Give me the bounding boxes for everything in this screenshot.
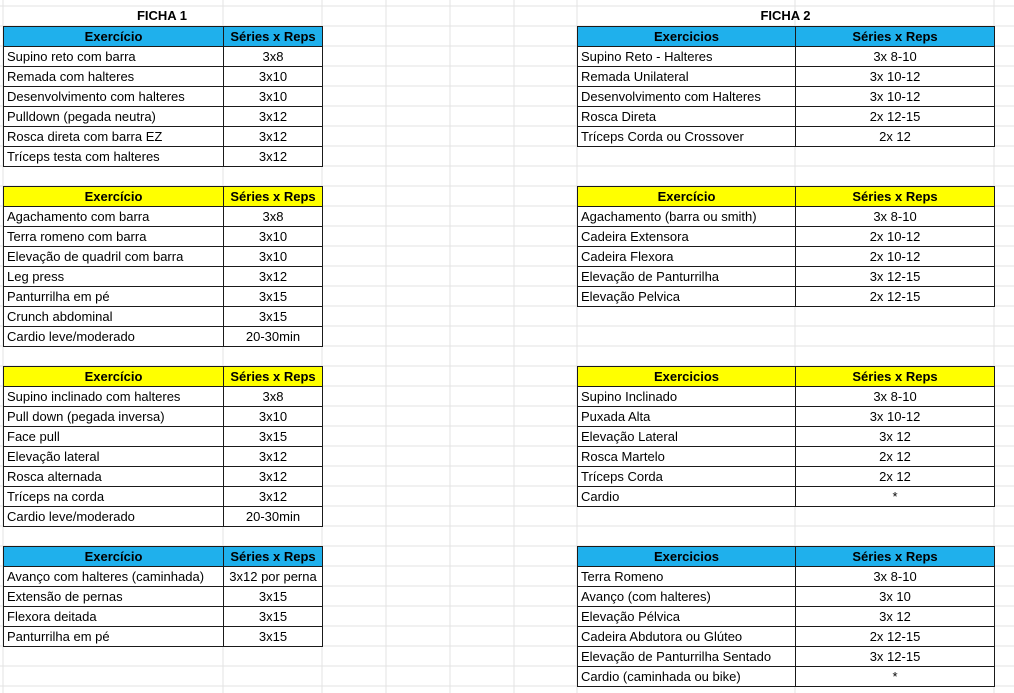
sets-reps-cell[interactable]: 3x 12 xyxy=(796,427,995,447)
sets-reps-cell[interactable]: 3x 10 xyxy=(796,587,995,607)
exercise-cell[interactable]: Tríceps testa com halteres xyxy=(4,147,224,167)
table-row xyxy=(4,587,323,607)
sets-reps-cell[interactable]: 20-30min xyxy=(224,327,323,347)
sets-reps-cell[interactable]: 2x 12 xyxy=(796,127,995,147)
exercise-cell[interactable]: Terra romeno com barra xyxy=(4,227,224,247)
sets-reps-cell[interactable]: 3x12 xyxy=(224,447,323,467)
sets-reps-cell[interactable]: 3x12 xyxy=(224,467,323,487)
ficha-2-table-2 xyxy=(577,186,995,307)
sets-reps-cell[interactable]: 2x 12 xyxy=(796,467,995,487)
table-row xyxy=(578,427,995,447)
sets-reps-cell[interactable]: 3x15 xyxy=(224,587,323,607)
exercise-cell[interactable]: Leg press xyxy=(4,267,224,287)
table-row xyxy=(4,467,323,487)
exercise-cell[interactable]: Cadeira Abdutora ou Glúteo xyxy=(578,627,796,647)
header-sets-reps[interactable]: Séries x Reps xyxy=(224,27,323,47)
table-row xyxy=(4,147,323,167)
exercise-cell[interactable]: Supino inclinado com halteres xyxy=(4,387,224,407)
header-exercise[interactable]: Exercício xyxy=(4,367,224,387)
table-row xyxy=(4,207,323,227)
table-header-row xyxy=(4,187,323,207)
table-row xyxy=(578,387,995,407)
sets-reps-cell[interactable]: 3x12 xyxy=(224,267,323,287)
table-header-row xyxy=(578,27,995,47)
exercise-cell[interactable]: Cadeira Extensora xyxy=(578,227,796,247)
table-header-row xyxy=(578,367,995,387)
exercise-cell[interactable]: Supino Reto - Halteres xyxy=(578,47,796,67)
sets-reps-cell[interactable]: * xyxy=(796,667,995,687)
table-row xyxy=(578,407,995,427)
table-row xyxy=(578,267,995,287)
exercise-cell[interactable]: Elevação de Panturrilha xyxy=(578,267,796,287)
table-row xyxy=(4,627,323,647)
table-row xyxy=(578,647,995,667)
table-row xyxy=(4,127,323,147)
sets-reps-cell[interactable]: 3x10 xyxy=(224,67,323,87)
table-row xyxy=(578,487,995,507)
exercise-cell[interactable]: Avanço (com halteres) xyxy=(578,587,796,607)
table-row xyxy=(4,47,323,67)
sets-reps-cell[interactable]: 3x12 xyxy=(224,107,323,127)
sets-reps-cell[interactable]: 3x 8-10 xyxy=(796,47,995,67)
exercise-cell[interactable]: Avanço com halteres (caminhada) xyxy=(4,567,224,587)
sets-reps-cell[interactable]: 3x15 xyxy=(224,427,323,447)
exercise-cell[interactable]: Rosca direta com barra EZ xyxy=(4,127,224,147)
table-row xyxy=(4,567,323,587)
table-row xyxy=(4,407,323,427)
header-sets-reps[interactable]: Séries x Reps xyxy=(796,547,995,567)
exercise-cell[interactable]: Supino reto com barra xyxy=(4,47,224,67)
exercise-cell[interactable]: Rosca alternada xyxy=(4,467,224,487)
exercise-cell[interactable]: Flexora deitada xyxy=(4,607,224,627)
exercise-cell[interactable]: Pulldown (pegada neutra) xyxy=(4,107,224,127)
sets-reps-cell[interactable]: 3x12 por perna xyxy=(224,567,323,587)
sets-reps-cell[interactable]: 3x15 xyxy=(224,307,323,327)
header-exercise[interactable]: Exercicios xyxy=(578,27,796,47)
exercise-cell[interactable]: Face pull xyxy=(4,427,224,447)
sets-reps-cell[interactable]: 3x8 xyxy=(224,47,323,67)
exercise-cell[interactable]: Remada Unilateral xyxy=(578,67,796,87)
sets-reps-cell[interactable]: 3x8 xyxy=(224,387,323,407)
sets-reps-cell[interactable]: 3x 12-15 xyxy=(796,647,995,667)
exercise-cell[interactable]: Tríceps Corda ou Crossover xyxy=(578,127,796,147)
sets-reps-cell[interactable]: 3x15 xyxy=(224,627,323,647)
exercise-cell[interactable]: Elevação Lateral xyxy=(578,427,796,447)
table-row xyxy=(578,587,995,607)
table-row xyxy=(4,67,323,87)
sets-reps-cell[interactable]: 3x10 xyxy=(224,247,323,267)
table-row xyxy=(578,447,995,467)
table-row xyxy=(4,287,323,307)
sets-reps-cell[interactable]: 3x10 xyxy=(224,407,323,427)
exercise-cell[interactable]: Rosca Direta xyxy=(578,107,796,127)
exercise-cell[interactable]: Puxada Alta xyxy=(578,407,796,427)
table-row xyxy=(4,487,323,507)
ficha-2-title: FICHA 2 xyxy=(760,8,811,23)
table-row xyxy=(578,467,995,487)
table-row xyxy=(4,447,323,467)
table-header-row xyxy=(4,27,323,47)
exercise-cell[interactable]: Elevação Pélvica xyxy=(578,607,796,627)
table-header-row xyxy=(578,187,995,207)
sets-reps-cell[interactable]: 3x12 xyxy=(224,487,323,507)
sets-reps-cell[interactable]: 3x 10-12 xyxy=(796,67,995,87)
sets-reps-cell[interactable]: 3x8 xyxy=(224,207,323,227)
exercise-cell[interactable]: Tríceps na corda xyxy=(4,487,224,507)
ficha-2-table-4 xyxy=(577,546,995,687)
header-exercise[interactable]: Exercício xyxy=(578,187,796,207)
table-row xyxy=(578,607,995,627)
table-row xyxy=(578,107,995,127)
header-sets-reps[interactable]: Séries x Reps xyxy=(796,27,995,47)
sets-reps-cell[interactable]: 3x 12 xyxy=(796,607,995,627)
ficha-1-table-4 xyxy=(3,546,323,647)
table-row xyxy=(4,267,323,287)
ficha-1-table-1 xyxy=(3,26,323,167)
exercise-cell[interactable]: Cardio leve/moderado xyxy=(4,327,224,347)
table-row xyxy=(578,87,995,107)
header-exercise[interactable]: Exercício xyxy=(4,547,224,567)
exercise-cell[interactable]: Elevação de Panturrilha Sentado xyxy=(578,647,796,667)
sets-reps-cell[interactable]: 2x 12 xyxy=(796,447,995,467)
header-sets-reps[interactable]: Séries x Reps xyxy=(224,547,323,567)
sets-reps-cell[interactable]: 2x 10-12 xyxy=(796,247,995,267)
sets-reps-cell[interactable]: 3x 10-12 xyxy=(796,407,995,427)
table-row xyxy=(578,567,995,587)
sets-reps-cell[interactable]: 3x15 xyxy=(224,607,323,627)
header-exercise[interactable]: Exercicios xyxy=(578,367,796,387)
ficha-1-title: FICHA 1 xyxy=(136,8,188,23)
header-sets-reps[interactable]: Séries x Reps xyxy=(224,187,323,207)
table-header-row xyxy=(4,367,323,387)
exercise-cell[interactable]: Pull down (pegada inversa) xyxy=(4,407,224,427)
header-exercise[interactable]: Exercicios xyxy=(578,547,796,567)
table-row xyxy=(578,627,995,647)
exercise-cell[interactable]: Panturrilha em pé xyxy=(4,627,224,647)
sets-reps-cell[interactable]: 3x10 xyxy=(224,87,323,107)
header-exercise[interactable]: Exercício xyxy=(4,187,224,207)
ficha-2-table-3 xyxy=(577,366,995,507)
sets-reps-cell[interactable]: 3x10 xyxy=(224,227,323,247)
sets-reps-cell[interactable]: 3x12 xyxy=(224,127,323,147)
table-row xyxy=(578,127,995,147)
table-row xyxy=(578,667,995,687)
exercise-cell[interactable]: Desenvolvimento com Halteres xyxy=(578,87,796,107)
table-row xyxy=(4,427,323,447)
sets-reps-cell[interactable]: 2x 12-15 xyxy=(796,287,995,307)
exercise-cell[interactable]: Tríceps Corda xyxy=(578,467,796,487)
exercise-cell[interactable]: Cardio xyxy=(578,487,796,507)
sets-reps-cell[interactable]: 3x 8-10 xyxy=(796,207,995,227)
exercise-cell[interactable]: Terra Romeno xyxy=(578,567,796,587)
ficha-2-table-1 xyxy=(577,26,995,147)
sets-reps-cell[interactable]: 3x12 xyxy=(224,147,323,167)
header-sets-reps[interactable]: Séries x Reps xyxy=(224,367,323,387)
table-row xyxy=(4,247,323,267)
table-row xyxy=(578,247,995,267)
exercise-cell[interactable]: Cardio (caminhada ou bike) xyxy=(578,667,796,687)
sets-reps-cell[interactable]: 2x 12-15 xyxy=(796,627,995,647)
table-row xyxy=(4,227,323,247)
table-row xyxy=(4,327,323,347)
sets-reps-cell[interactable]: 3x 12-15 xyxy=(796,267,995,287)
exercise-cell[interactable]: Elevação lateral xyxy=(4,447,224,467)
exercise-cell[interactable]: Remada com halteres xyxy=(4,67,224,87)
exercise-cell[interactable]: Cadeira Flexora xyxy=(578,247,796,267)
exercise-cell[interactable]: Agachamento (barra ou smith) xyxy=(578,207,796,227)
exercise-cell[interactable]: Supino Inclinado xyxy=(578,387,796,407)
exercise-cell[interactable]: Cardio leve/moderado xyxy=(4,507,224,527)
sets-reps-cell[interactable]: 20-30min xyxy=(224,507,323,527)
exercise-cell[interactable]: Elevação Pelvica xyxy=(578,287,796,307)
exercise-cell[interactable]: Agachamento com barra xyxy=(4,207,224,227)
header-sets-reps[interactable]: Séries x Reps xyxy=(796,187,995,207)
table-row xyxy=(4,87,323,107)
table-row xyxy=(578,207,995,227)
table-row xyxy=(578,287,995,307)
sets-reps-cell[interactable]: 3x15 xyxy=(224,287,323,307)
exercise-cell[interactable]: Extensão de pernas xyxy=(4,587,224,607)
sets-reps-cell[interactable]: 2x 10-12 xyxy=(796,227,995,247)
exercise-cell[interactable]: Crunch abdominal xyxy=(4,307,224,327)
sets-reps-cell[interactable]: 2x 12-15 xyxy=(796,107,995,127)
table-header-row xyxy=(4,547,323,567)
table-row xyxy=(4,607,323,627)
exercise-cell[interactable]: Rosca Martelo xyxy=(578,447,796,467)
table-row xyxy=(4,307,323,327)
header-sets-reps[interactable]: Séries x Reps xyxy=(796,367,995,387)
sets-reps-cell[interactable]: 3x 8-10 xyxy=(796,387,995,407)
exercise-cell[interactable]: Elevação de quadril com barra xyxy=(4,247,224,267)
ficha-1-table-3 xyxy=(3,366,323,527)
table-header-row xyxy=(578,547,995,567)
exercise-cell[interactable]: Desenvolvimento com halteres xyxy=(4,87,224,107)
exercise-cell[interactable]: Panturrilha em pé xyxy=(4,287,224,307)
table-row xyxy=(4,107,323,127)
table-row xyxy=(578,67,995,87)
sets-reps-cell[interactable]: 3x 8-10 xyxy=(796,567,995,587)
sets-reps-cell[interactable]: 3x 10-12 xyxy=(796,87,995,107)
sets-reps-cell[interactable]: * xyxy=(796,487,995,507)
table-row xyxy=(4,387,323,407)
ficha-1-table-2 xyxy=(3,186,323,347)
header-exercise[interactable]: Exercício xyxy=(4,27,224,47)
table-row xyxy=(578,227,995,247)
table-row xyxy=(578,47,995,67)
table-row xyxy=(4,507,323,527)
